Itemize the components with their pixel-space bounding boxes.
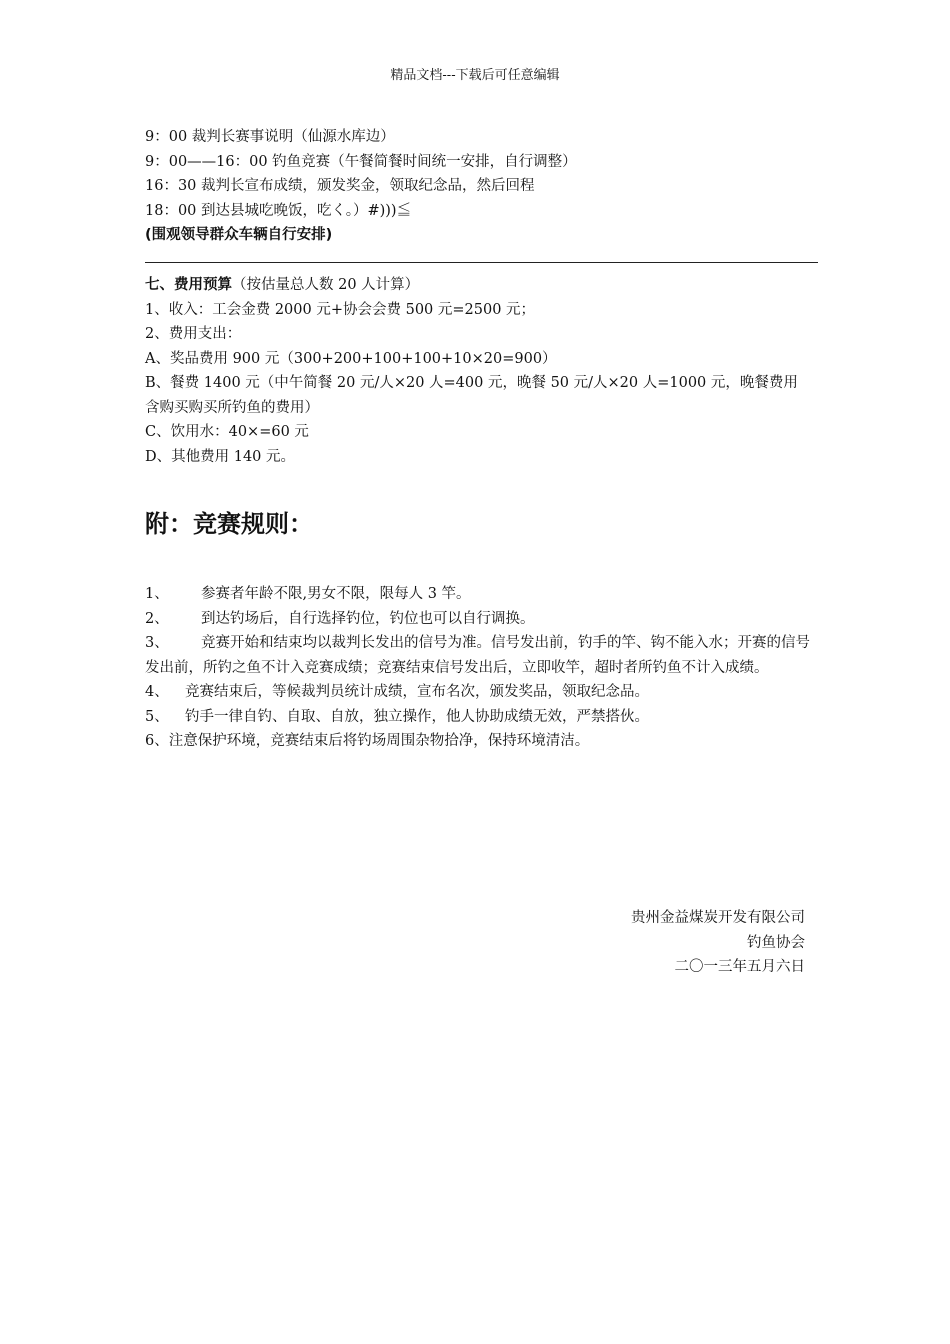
rule-number: 6、: [145, 733, 169, 749]
rule-text: 注意保护环境，竞赛结束后将钓场周围杂物拾净，保持环境清洁。: [168, 733, 590, 749]
budget-title-bold: 七、费用预算: [145, 277, 232, 293]
divider-line: [145, 262, 818, 263]
budget-title: [145, 273, 810, 298]
rule-text: 参赛者年龄不限,男女不限，限每人 3 竿。: [201, 586, 471, 602]
signature-block: [505, 906, 805, 980]
rule-number: 5、: [145, 708, 169, 725]
rules-section: [145, 582, 810, 754]
rule-number: 4、: [145, 684, 169, 700]
budget-line: 2、费用支出：: [145, 326, 242, 342]
rule-item: [145, 705, 810, 730]
budget-line: 1、收入：工会金费 2000 元+协会会费 500 元=2500 元；: [145, 301, 536, 318]
rule-item: [145, 680, 810, 705]
schedule-item: 9：00 裁判长赛事说明（仙源水库边）: [145, 129, 395, 145]
budget-title-rest: （按估量总人数 20 人计算）: [232, 277, 420, 293]
rule-item: [145, 582, 810, 607]
rule-number: 2、: [145, 610, 169, 627]
budget-line: D、其他费用 140 元。: [145, 448, 296, 465]
schedule-item: 9：00——16：00 钓鱼竞赛（午餐简餐时间统一安排，自行调整）: [145, 153, 577, 170]
rule-text: 竞赛开始和结束均以裁判长发出的信号为准。信号发出前，钓手的竿、钩不能入水；开赛的信号发出前，所钓之鱼不计入竞赛成绩；竞赛结束信号发出后，立即收竿，超时者所钓鱼不计入成绩。: [145, 635, 810, 676]
rules-title: 附：竞赛规则：: [145, 510, 313, 538]
rule-number: 1、: [145, 586, 169, 602]
budget-line: A、奖品费用 900 元（300+200+100+100+10×20=900）: [145, 350, 557, 367]
schedule-section: [145, 125, 810, 248]
budget-section: [145, 273, 810, 469]
rule-item: [145, 607, 810, 632]
signature-company: 贵州金益煤炭开发有限公司: [631, 910, 805, 926]
schedule-item: 18：00 到达县城吃晚饭，吃く。）#)))≦: [145, 202, 412, 219]
schedule-note: (围观领导群众车辆自行安排): [145, 227, 333, 243]
signature-association: 钓鱼协会: [747, 934, 805, 951]
rule-number: 3、: [145, 635, 169, 651]
rule-item: [145, 631, 810, 680]
page-header: 精品文档---下载后可任意编辑: [390, 68, 560, 83]
signature-date: 二〇一三年五月六日: [674, 959, 805, 975]
rule-item: [145, 729, 810, 754]
rule-text: 钓手一律自钓、自取、自放，独立操作，他人协助成绩无效，严禁搭伙。: [185, 708, 649, 725]
rule-text: 竞赛结束后，等候裁判员统计成绩，宣布名次，颁发奖品，领取纪念品。: [185, 684, 649, 700]
schedule-item: 16：30 裁判长宣布成绩，颁发奖金，领取纪念品，然后回程: [145, 178, 535, 194]
budget-line: C、饮用水：40×=60 元: [145, 424, 309, 440]
budget-line: B、餐费 1400 元（中午简餐 20 元/人×20 人=400 元，晚餐 50 元/人×20 人=1000 元，晚餐费用含购买购买所钓鱼的费用）: [145, 375, 798, 416]
rule-text: 到达钓场后，自行选择钓位，钓位也可以自行调换。: [201, 610, 535, 627]
